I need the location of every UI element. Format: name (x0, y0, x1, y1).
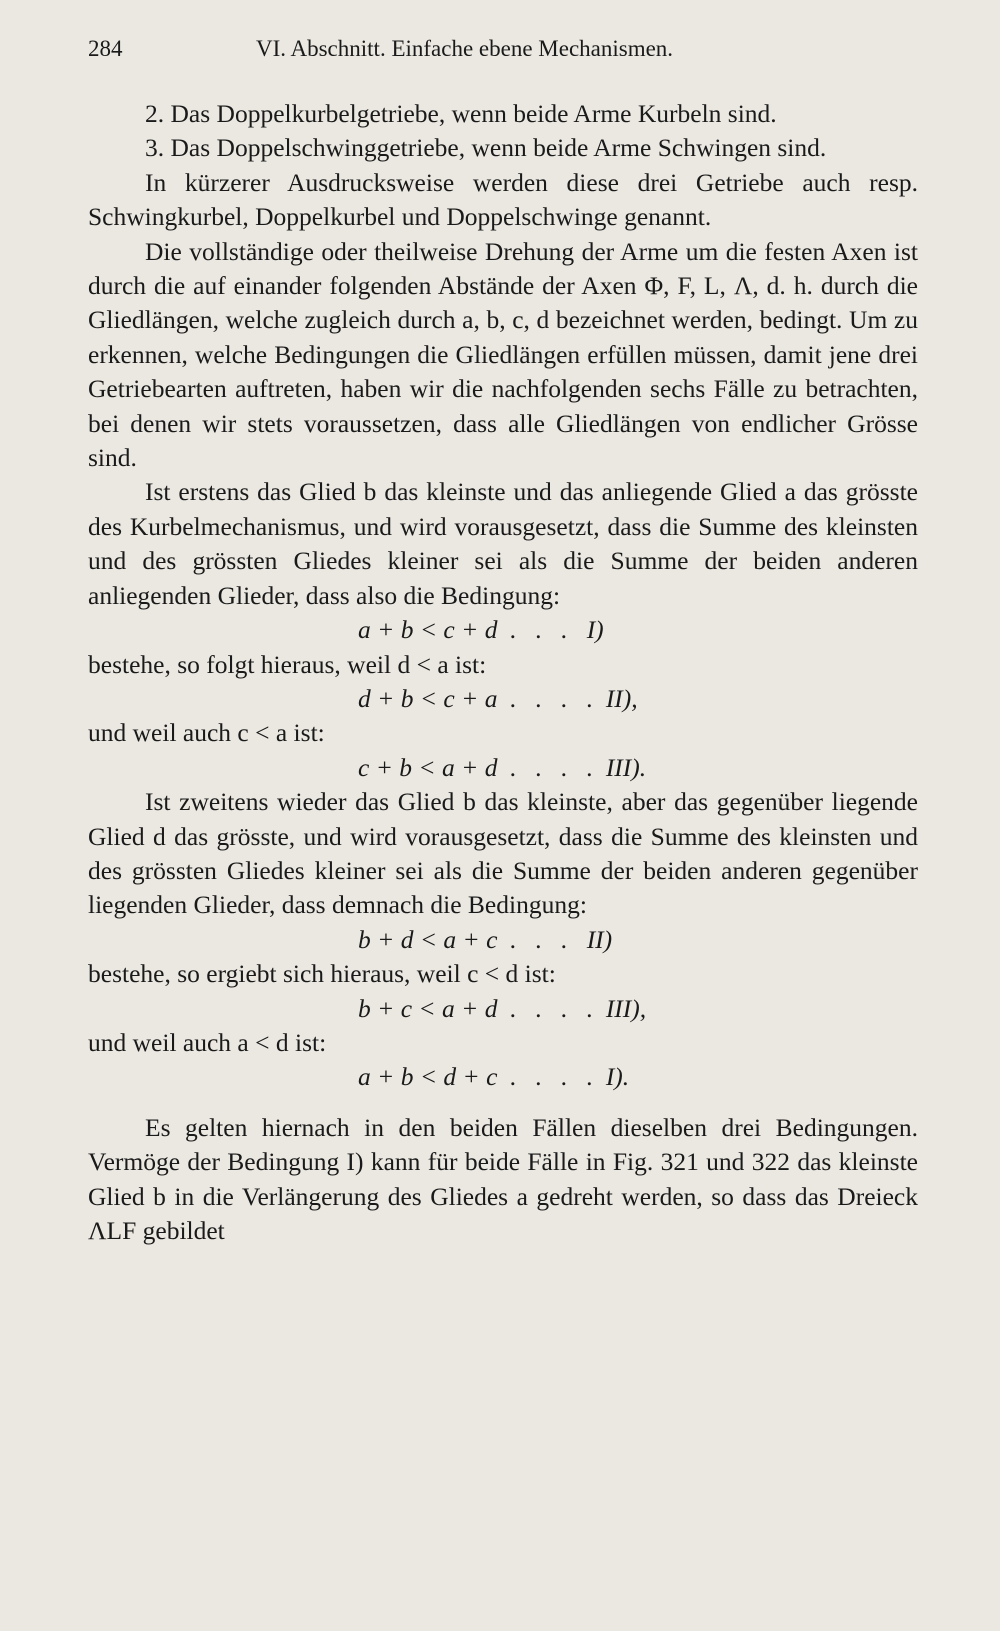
equation-2: d + b < c + a . . . . II), (358, 683, 638, 713)
paragraph: bestehe, so folgt hieraus, weil d < a ist: (88, 649, 487, 679)
equation-5: b + c < a + d . . . . III), (358, 993, 647, 1023)
paragraph: und weil auch c < a ist: (88, 718, 325, 748)
paragraph: Es gelten hiernach in den beiden Fällen dieselben drei Bedingungen. Vermöge der Bedingung I) kann für beide Fälle in Fig. 321 und 322 das kleinste Glied b in die Verlängerung des Gliedes a gedreht werden, so dass das Dreieck ΛLF gebildet (88, 1112, 918, 1245)
equation-1: a + b < c + d . . . I) (358, 615, 604, 645)
paragraph: 3. Das Doppelschwinggetriebe, wenn beide Arme Schwingen sind. (145, 133, 827, 163)
paragraph: bestehe, so ergiebt sich hieraus, weil c < d ist: (88, 959, 556, 989)
paragraph: Ist erstens das Glied b das kleinste und das anliegende Glied a das grösste des Kurbelmechanismus, und wird vorausgesetzt, dass die Summe des kleinsten und des grössten Gliedes kleiner sei als die Summe der beiden anderen anliegenden Glieder, dass also die Bedingung: (88, 477, 918, 610)
running-title: VI. Abschnitt. Einfache ebene Mechanismen. (256, 36, 674, 61)
paragraph: 2. Das Doppelkurbelgetriebe, wenn beide Arme Kurbeln sind. (145, 99, 777, 128)
equation-3: c + b < a + d . . . . III). (358, 752, 647, 782)
paragraph: Die vollständige oder theilweise Drehung der Arme um die festen Axen ist durch die auf einander folgenden Abstände der Axen Φ, F, L, Λ, d. h. durch die Gliedlängen, welche zugleich durch a, b, c, d bezeichnet werden, bedingt. Um zu erkennen, welche Bedingungen die Gliedlängen erfüllen müssen, damit jene drei Getriebearten auftreten, haben wir die nachfolgenden sechs Fälle zu betrachten, bei denen wir stets voraussetzen, dass alle Gliedlängen von endlicher Grösse sind. (88, 236, 918, 473)
paragraph: In kürzerer Ausdrucksweise werden diese drei Getriebe auch resp. Schwingkurbel, Doppelkurbel und Doppelschwinge genannt. (88, 167, 918, 232)
page-header (88, 36, 918, 72)
equation-6: a + b < d + c . . . . I). (358, 1062, 630, 1092)
page-body (88, 97, 918, 1248)
page-number: 284 (88, 36, 123, 61)
paragraph: und weil auch a < d ist: (88, 1027, 327, 1057)
paragraph: Ist zweitens wieder das Glied b das kleinste, aber das gegenüber liegende Glied d das grösste, und wird vorausgesetzt, dass die Summe des kleinsten und des grössten Gliedes kleiner sei als die Summe der beiden anderen gegenüber liegenden Glieder, dass demnach die Bedingung: (88, 787, 918, 920)
equation-4: b + d < a + c . . . II) (358, 924, 613, 954)
